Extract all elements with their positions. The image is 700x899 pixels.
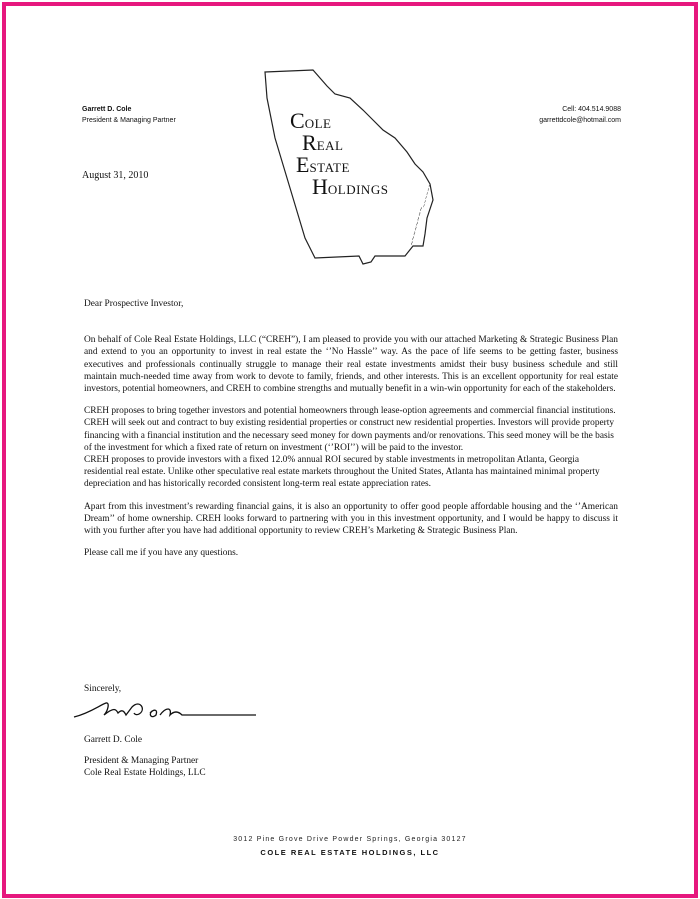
svg-text:~~~~~~~~: ~~~~~~~~ — [408, 205, 426, 247]
cell-phone: Cell: 404.514.9088 — [562, 106, 621, 113]
sender-title: President & Managing Partner — [82, 117, 176, 124]
closing-company: Cole Real Estate Holdings, LLC — [84, 768, 206, 778]
company-logo-text: COLE REAL ESTATE HOLDINGS — [290, 108, 389, 199]
closing-title: President & Managing Partner — [84, 756, 199, 766]
sender-header — [82, 104, 176, 126]
contact-header — [539, 104, 621, 126]
paragraph-5: Please call me if you have any questions. — [84, 548, 239, 559]
svg-text:~~~~~~: ~~~~~~ — [421, 182, 434, 209]
letter-body — [84, 298, 618, 559]
sender-name: Garrett D. Cole — [82, 106, 132, 113]
footer-company: COLE REAL ESTATE HOLDINGS, LLC — [260, 848, 440, 857]
signature — [70, 697, 260, 727]
paragraph-1: On behalf of Cole Real Estate Holdings, LLC (“CREH”), I am pleased to provide you with our attached Marketing & Strategic Business Plan and extend to you an opportunity to invest in real estate the ‘’No Hassle’’ way. As the pace of life seems to be getting faster, business executives and professionals continually struggle to manage their real estate investments amidst their busy business schedule and still maintain much-needed time away from work to devote to family, friends, and other interests. This is an excellent opportunity for real estate investors, potential homeowners, and CREH to combine strengths and mutually benefit in a win-win opportunity for each of the stakeholders. — [84, 335, 618, 395]
email-address: garrettdcole@hotmail.com — [539, 117, 621, 124]
paragraph-3: CREH proposes to provide investors with a fixed 12.0% annual ROI secured by stable investments in metropolitan Atlanta, Georgia residential real estate. Unlike other speculative real estate markets throughout the United States, Atlanta has maintained minimal property depreciation and has historically recorded consistent long-term real estate appreciation rates. — [84, 455, 600, 490]
closing-name: Garrett D. Cole — [84, 735, 143, 745]
sincerely: Sincerely, — [84, 684, 122, 694]
footer-address: 3012 Pine Grove Drive Powder Springs, Georgia 30127 — [233, 836, 467, 843]
paragraph-4: Apart from this investment’s rewarding financial gains, it is also an opportunity to offer good people affordable housing and the ‘’American Dream’’ of home ownership. CREH looks forward to partnering with you in this investment opportunity, and I would be happy to discuss it with you further after you have had additional opportunity to review CREH’s Marketing & Strategic Business Plan. — [84, 501, 618, 537]
letter-date: August 31, 2010 — [82, 170, 149, 181]
salutation: Dear Prospective Investor, — [84, 299, 184, 309]
paragraph-2: CREH proposes to bring together investors and potential homeowners through lease-option agreements and commercial financial institutions. CREH will seek out and contract to buy existing residential properties or construct new residential properties. Investors will provide property financing with a financial institution and the necessary seed money for down payments and/or renovations. This seed money will be the basis of the investment for which a fixed rate of return on investment (‘’ROI’’) will be paid to the investor. — [84, 406, 616, 453]
